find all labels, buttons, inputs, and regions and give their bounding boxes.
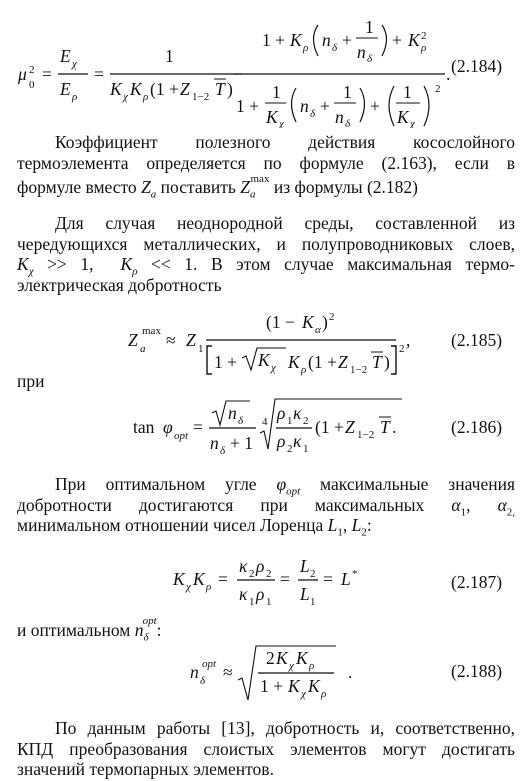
- svg-text:2: 2: [249, 568, 255, 580]
- svg-text:K: K: [130, 79, 142, 99]
- svg-text:): ): [322, 312, 328, 332]
- svg-text:2: 2: [266, 648, 275, 668]
- svg-text:,: ,: [406, 330, 411, 350]
- equation-2-186: [0, 395, 524, 461]
- svg-text:=: =: [323, 569, 333, 589]
- svg-text:2: 2: [435, 83, 441, 95]
- svg-text:1: 1: [266, 596, 272, 608]
- svg-text:δ: δ: [220, 445, 226, 457]
- equation-number: (2.187): [451, 572, 503, 592]
- svg-text:1−2: 1−2: [350, 364, 368, 376]
- svg-text:1: 1: [343, 82, 352, 102]
- svg-text:1: 1: [272, 82, 281, 102]
- paragraph-heterogeneous: [17, 213, 515, 295]
- equation-number: (2.185): [451, 330, 503, 350]
- svg-text:T: T: [372, 352, 382, 372]
- text-fragment: >> 1,: [47, 254, 94, 274]
- text-pri: при: [17, 371, 45, 391]
- svg-text:ρ: ρ: [277, 403, 286, 423]
- svg-text:K: K: [302, 312, 314, 332]
- text-line: значений термопарных элементов.: [17, 759, 274, 779]
- svg-text:n: n: [190, 662, 199, 682]
- svg-text:1: 1: [310, 596, 316, 608]
- svg-text:1: 1: [403, 82, 412, 102]
- text-fragment: При оптимальном угле: [55, 474, 257, 494]
- svg-text:2: 2: [329, 311, 335, 323]
- text-fragment: из формулы (2.182): [273, 176, 419, 197]
- svg-text:K: K: [258, 350, 270, 370]
- svg-text:1: 1: [365, 17, 374, 37]
- svg-text:K: K: [173, 569, 185, 589]
- svg-text:1: 1: [165, 46, 174, 66]
- svg-text:): ): [384, 352, 390, 372]
- svg-text:opt: opt: [174, 430, 189, 442]
- svg-text:κ: κ: [239, 584, 248, 604]
- svg-text:δ: δ: [310, 108, 316, 120]
- svg-text:1−2: 1−2: [192, 91, 210, 103]
- svg-text:T: T: [380, 417, 390, 437]
- svg-text:1 +: 1 +: [262, 30, 285, 50]
- svg-text:1: 1: [287, 415, 293, 427]
- svg-text:1−2: 1−2: [357, 429, 375, 441]
- svg-text:1: 1: [249, 596, 255, 608]
- svg-text:=: =: [218, 569, 228, 589]
- svg-text:χ: χ: [279, 118, 284, 128]
- svg-text:K: K: [276, 648, 288, 668]
- svg-text:ρ: ρ: [256, 584, 265, 604]
- svg-text:δ: δ: [238, 415, 244, 427]
- equation-number: (2.188): [451, 661, 503, 681]
- svg-text:(1 +: (1 +: [308, 352, 337, 372]
- text-line: формуле вместо $Z_a$ поставить $Z_a^{max}$ из формулы (2.182): [17, 173, 419, 201]
- svg-text:(1 +: (1 +: [315, 417, 344, 437]
- svg-text:ρ: ρ: [206, 581, 212, 593]
- text-line: КПД преобразования слоистых элементов могут достигать: [17, 738, 515, 759]
- paragraph-optimal-angle: [17, 474, 516, 539]
- svg-text:χ: χ: [186, 581, 191, 593]
- svg-text:χ: χ: [410, 118, 415, 128]
- svg-text:*: *: [352, 568, 358, 580]
- svg-text:n: n: [228, 403, 237, 423]
- equation-2-184: [0, 10, 524, 128]
- svg-text:≈: ≈: [223, 662, 233, 682]
- svg-text:(1 −: (1 −: [266, 312, 295, 332]
- svg-text:Z: Z: [128, 330, 138, 350]
- svg-text:κ: κ: [293, 431, 302, 451]
- svg-text:χ: χ: [271, 362, 276, 374]
- svg-text:0: 0: [29, 79, 35, 91]
- svg-text:tan: tan: [133, 417, 155, 437]
- equation-2-185: [0, 300, 524, 380]
- svg-text:ρ: ρ: [301, 364, 307, 376]
- svg-text:δ: δ: [345, 118, 351, 128]
- svg-text:χ: χ: [289, 660, 294, 672]
- svg-text:=: =: [280, 569, 290, 589]
- svg-text:ρ: ρ: [143, 91, 149, 103]
- text-line: Коэффициент полезного действия косослойного: [55, 132, 515, 152]
- text-fragment: добротности достигаются при максимальных: [17, 494, 425, 515]
- svg-text:=: =: [193, 417, 203, 437]
- svg-text:δ: δ: [200, 675, 206, 687]
- svg-text:K: K: [288, 676, 300, 696]
- text-line: термоэлемента определяется по формуле (2.163), если в: [17, 152, 515, 173]
- svg-text:δ: δ: [367, 53, 373, 65]
- equation-2-187: [0, 555, 524, 615]
- text-line: добротности достигаются при максимальных $\alpha_1$, $\alpha_{2,}$: [17, 494, 516, 518]
- svg-text:K: K: [408, 30, 420, 50]
- svg-text:n: n: [335, 107, 344, 127]
- svg-text:=: =: [94, 64, 104, 84]
- text-fragment: << 1. В этом случае максимальная термо-: [151, 254, 515, 274]
- svg-text:+ 1: + 1: [230, 433, 253, 453]
- svg-text:K: K: [193, 569, 205, 589]
- svg-text:L: L: [341, 569, 351, 589]
- svg-text:κ: κ: [293, 403, 302, 423]
- svg-text:2: 2: [399, 343, 405, 355]
- svg-text:a: a: [140, 343, 146, 355]
- svg-text:K: K: [110, 79, 122, 99]
- paragraph-conclusion: [17, 718, 515, 780]
- svg-text:2: 2: [29, 64, 35, 76]
- text-line: $K_\chi >> 1$, $K_\rho << 1$. В этом случае максимальная термо-: [17, 254, 515, 278]
- svg-text:K: K: [308, 676, 320, 696]
- svg-text:K: K: [296, 648, 308, 668]
- svg-text:.: .: [392, 417, 397, 437]
- svg-text:=: =: [42, 64, 52, 84]
- svg-text:E: E: [60, 46, 71, 66]
- svg-text:χ: χ: [301, 688, 306, 700]
- text-line: По данным работы [13], добротность и, соответственно,: [55, 718, 515, 738]
- text-line: минимальном отношении чисел Лоренца $L_1$, $L_2$:: [17, 515, 372, 539]
- svg-text:+: +: [320, 96, 330, 116]
- svg-text:ρ: ρ: [421, 42, 427, 54]
- svg-text:L: L: [300, 584, 310, 604]
- svg-text:E: E: [60, 79, 71, 99]
- svg-text:T: T: [215, 79, 225, 99]
- svg-text:ρ: ρ: [303, 42, 309, 54]
- equation-number: (2.186): [451, 417, 503, 437]
- svg-text:K: K: [290, 30, 302, 50]
- svg-text:κ: κ: [239, 556, 248, 576]
- text-fragment: максимальные значения: [320, 474, 515, 494]
- svg-text:K: K: [288, 352, 300, 372]
- text-fragment: поставить: [160, 176, 236, 197]
- svg-text:n: n: [210, 433, 219, 453]
- svg-text:ρ: ρ: [321, 688, 327, 700]
- svg-text:max: max: [142, 325, 161, 337]
- svg-text:n: n: [300, 96, 309, 116]
- svg-text:Z: Z: [338, 352, 348, 372]
- text-fragment: и оптимальном: [17, 620, 131, 640]
- svg-text:2: 2: [287, 443, 293, 455]
- svg-text:.: .: [348, 662, 353, 682]
- svg-text:1 +: 1 +: [260, 676, 283, 696]
- svg-text:μ: μ: [18, 64, 27, 84]
- svg-text:ρ: ρ: [309, 660, 315, 672]
- svg-text:≈: ≈: [166, 330, 176, 350]
- svg-text:2: 2: [266, 568, 272, 580]
- svg-text:χ: χ: [123, 91, 128, 103]
- svg-text:4: 4: [262, 416, 268, 428]
- text-line: электрическая добротность: [17, 274, 222, 295]
- svg-text:α: α: [315, 324, 321, 336]
- svg-text:(1 +: (1 +: [150, 79, 179, 99]
- equation-2-188: [0, 642, 524, 706]
- svg-text:.: .: [446, 64, 451, 84]
- text-line: При оптимальном угле $\varphi_{opt}$ максимальные значения: [55, 474, 515, 498]
- paragraph-efficiency: [17, 132, 515, 201]
- svg-text:+: +: [342, 30, 352, 50]
- svg-text:ρ: ρ: [256, 556, 265, 576]
- svg-text:δ: δ: [332, 42, 338, 54]
- text-fragment: формуле вместо: [17, 176, 137, 197]
- svg-text:K: K: [397, 107, 409, 127]
- svg-text:2: 2: [421, 30, 427, 42]
- svg-text:Z: Z: [180, 79, 190, 99]
- svg-text:1 +: 1 +: [214, 352, 237, 372]
- svg-text:+: +: [392, 30, 402, 50]
- text-line: чередующихся металлических, и полупроводниковых слоев,: [17, 233, 515, 254]
- svg-text:n: n: [357, 42, 366, 62]
- svg-text:χ: χ: [72, 58, 77, 70]
- svg-text:Z: Z: [345, 417, 355, 437]
- svg-text:+: +: [370, 96, 380, 116]
- svg-text:1 +: 1 +: [236, 96, 259, 116]
- svg-text:1: 1: [198, 343, 204, 355]
- svg-text:K: K: [266, 107, 278, 127]
- svg-text:φ: φ: [163, 417, 173, 437]
- svg-text:ρ: ρ: [277, 431, 286, 451]
- svg-text:2: 2: [303, 415, 309, 427]
- text-line: Для случая неоднородной среды, составленной из: [55, 213, 515, 233]
- svg-text:Z: Z: [186, 330, 196, 350]
- text-fragment: минимальном отношении чисел Лоренца: [17, 515, 324, 535]
- text-and-optimal: и оптимальном $n_\delta^{opt}$:: [17, 615, 162, 644]
- svg-text:2: 2: [310, 568, 316, 580]
- svg-text:): ): [227, 79, 233, 99]
- svg-text:ρ: ρ: [72, 91, 78, 103]
- svg-text:L: L: [300, 556, 310, 576]
- svg-text:opt: opt: [202, 658, 217, 670]
- equation-number: (2.184): [451, 56, 503, 76]
- svg-text:n: n: [322, 30, 331, 50]
- svg-text:1: 1: [303, 443, 309, 455]
